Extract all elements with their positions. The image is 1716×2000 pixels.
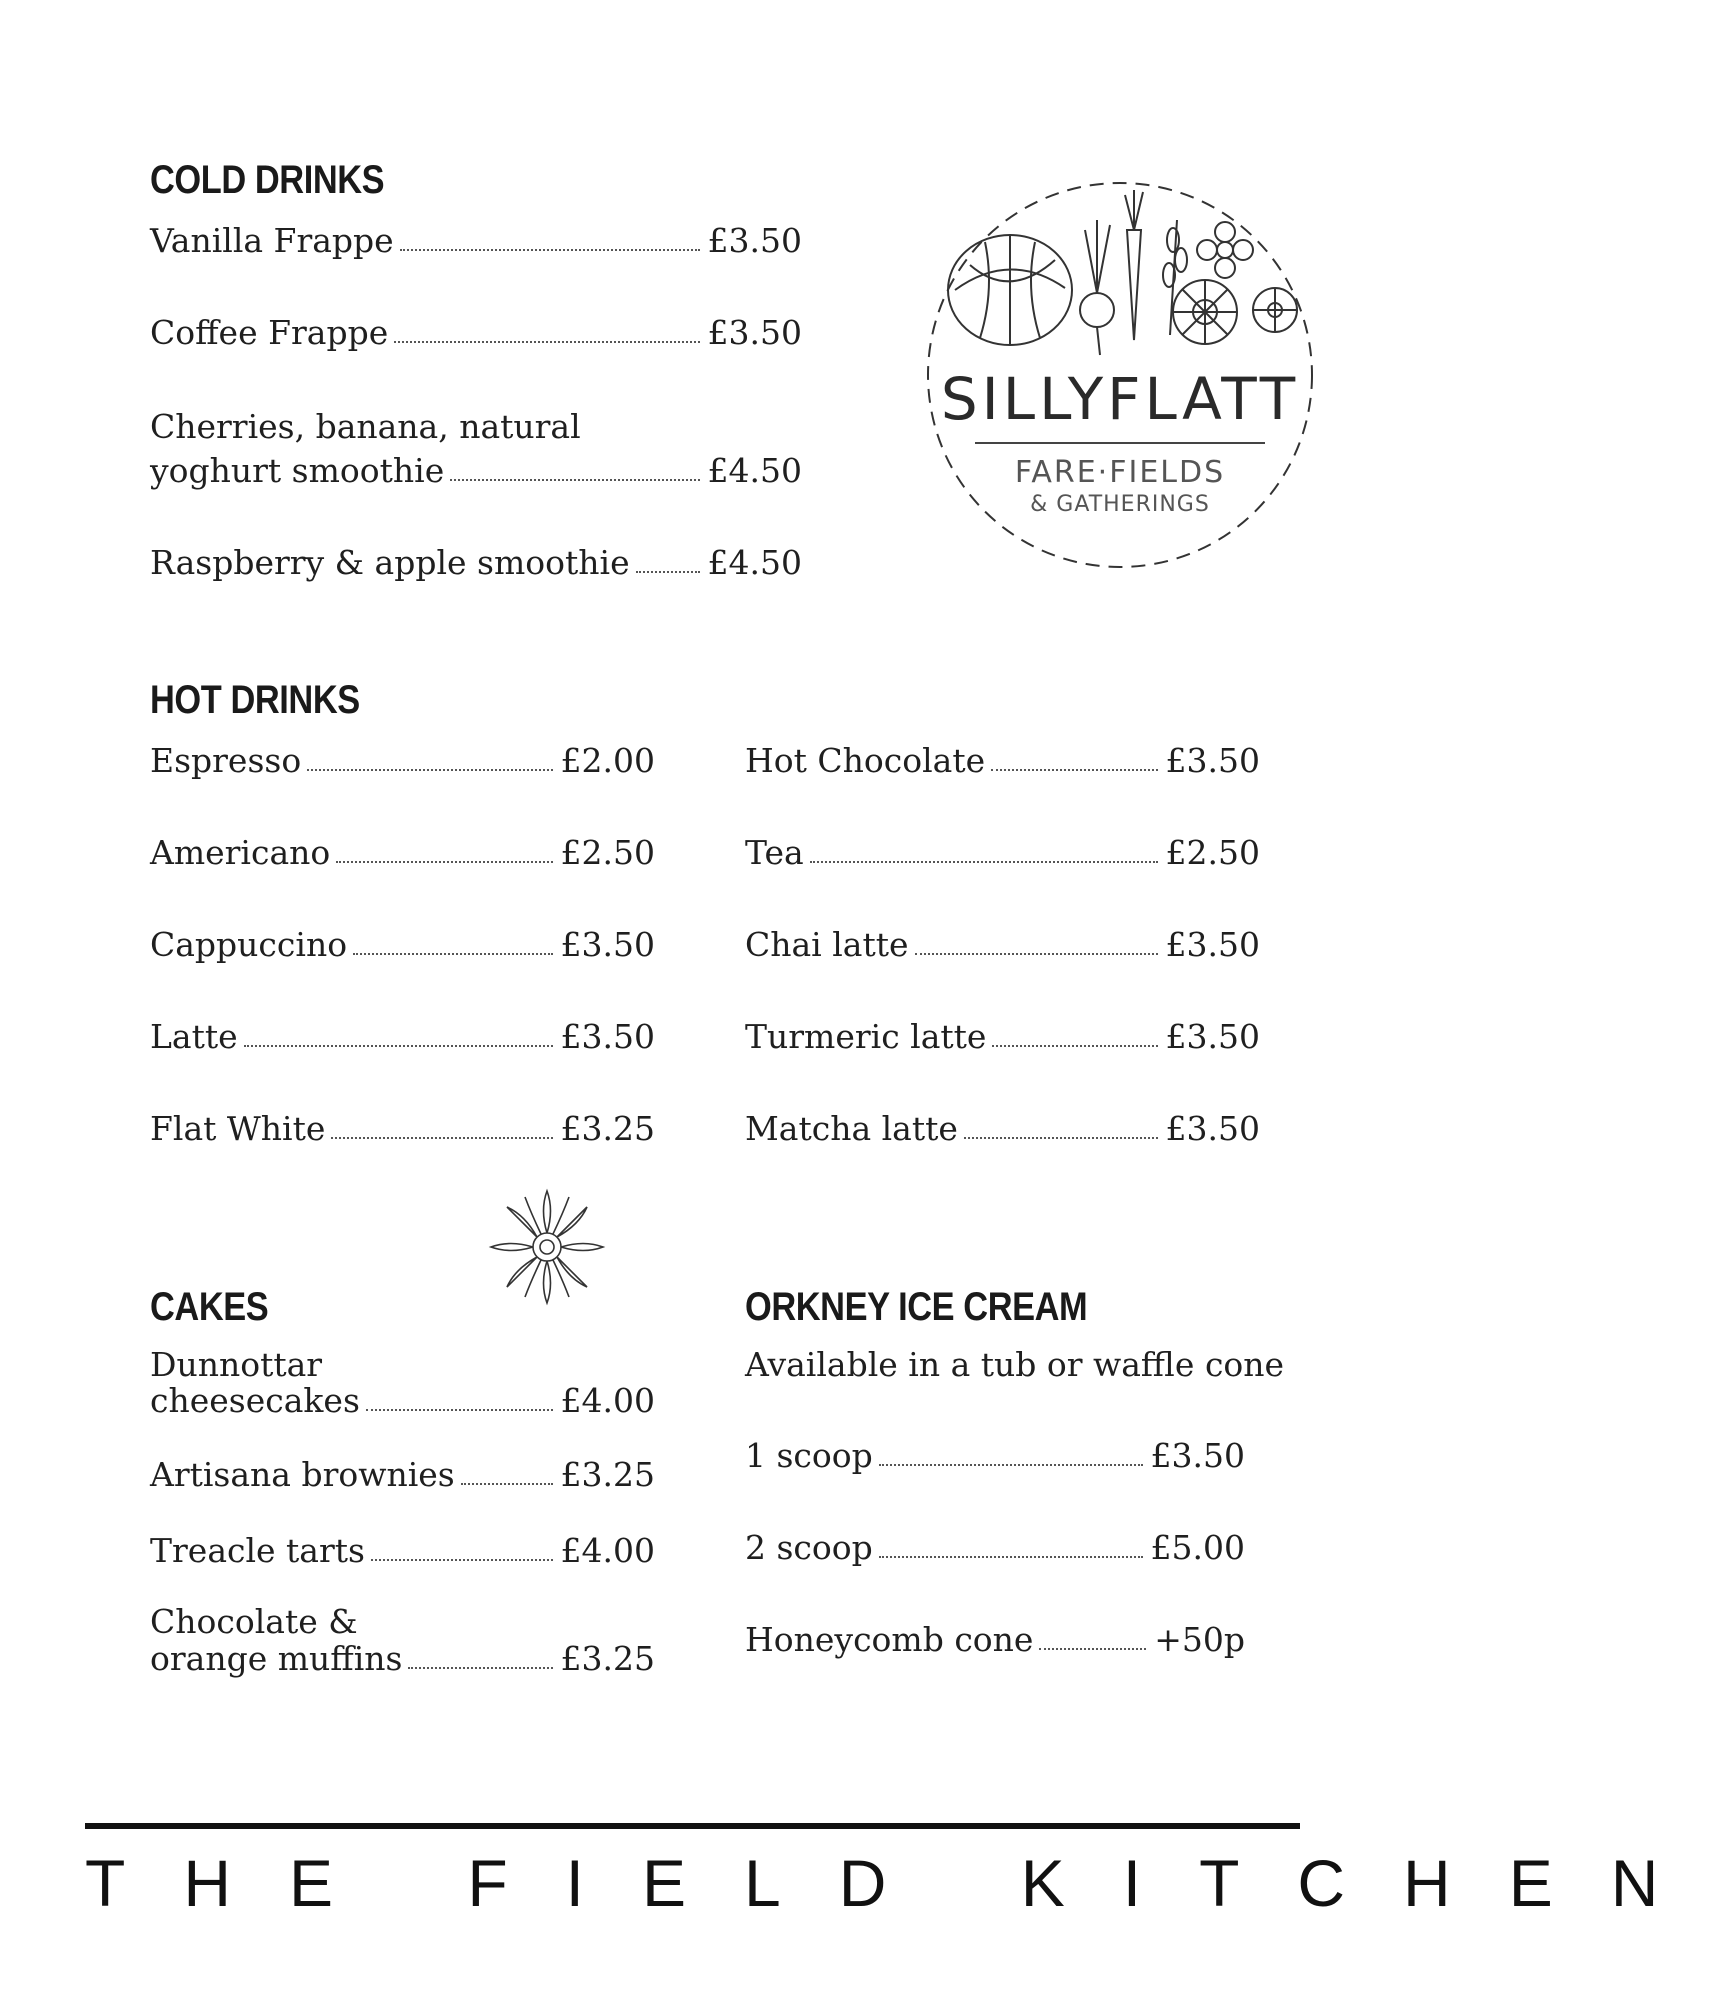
leader-dots — [307, 768, 552, 771]
leader-dots — [879, 1463, 1143, 1466]
menu-item — [150, 1456, 655, 1494]
ice-cream-note: Available in a tub or waffle cone — [745, 1345, 1285, 1384]
leader-dots — [461, 1482, 553, 1485]
cakes-heading: CAKES — [150, 1285, 269, 1329]
leader-dots — [371, 1558, 553, 1561]
carrot-icon — [1125, 190, 1143, 340]
footer-title: THE FIELD KITCHEN — [85, 1846, 1716, 1920]
item-price: £3.50 — [1165, 741, 1260, 780]
menu-item — [745, 1018, 1260, 1056]
item-price: £3.50 — [1165, 1017, 1260, 1056]
item-name: Tea — [745, 833, 804, 872]
menu-item — [150, 1532, 655, 1570]
item-price: £3.50 — [1150, 1436, 1245, 1475]
item-name-line2: yoghurt smoothie — [150, 451, 445, 490]
leader-dots — [992, 1044, 1157, 1047]
menu-item — [745, 926, 1260, 964]
leader-dots — [336, 860, 552, 863]
leader-dots — [964, 1136, 1158, 1139]
item-name: Matcha latte — [745, 1109, 958, 1148]
leader-dots — [366, 1408, 553, 1411]
item-name-line1: Dunnottar — [150, 1345, 323, 1384]
cold-drinks-heading: COLD DRINKS — [150, 158, 385, 202]
item-price: £4.50 — [707, 543, 802, 582]
item-name: Coffee Frappe — [150, 313, 389, 352]
item-price: £3.50 — [560, 1017, 655, 1056]
leader-dots — [636, 570, 700, 573]
menu-item — [150, 452, 802, 490]
logo-subtitle-2: & GATHERINGS — [1030, 492, 1210, 517]
item-price: £4.50 — [707, 451, 802, 490]
ice-cream-heading: ORKNEY ICE CREAM — [745, 1285, 1088, 1329]
leader-dots — [394, 340, 699, 343]
item-price: £3.25 — [560, 1455, 655, 1494]
item-name: Honeycomb cone — [745, 1620, 1034, 1659]
item-name-line1: Cherries, banana, natural — [150, 407, 581, 446]
menu-item — [745, 834, 1260, 872]
flower-icon — [1197, 222, 1253, 278]
item-name: Latte — [150, 1017, 238, 1056]
item-name: 2 scoop — [745, 1528, 873, 1567]
leader-dots — [1039, 1647, 1146, 1650]
item-name-line2: cheesecakes — [150, 1381, 360, 1420]
item-price: £3.50 — [707, 221, 802, 260]
menu-item — [150, 544, 802, 582]
menu-item — [150, 314, 802, 352]
flower-icon — [1253, 288, 1297, 332]
daisy-icon — [485, 1185, 610, 1310]
item-name: Americano — [150, 833, 331, 872]
menu-item — [150, 222, 802, 260]
footer-divider — [85, 1823, 1300, 1829]
menu-item — [745, 742, 1260, 780]
item-name: Flat White — [150, 1109, 326, 1148]
daisy-illustration — [485, 1185, 610, 1310]
leader-dots — [879, 1555, 1143, 1558]
item-price: £3.25 — [560, 1639, 655, 1678]
beet-icon — [1080, 220, 1114, 355]
item-name-line1: Chocolate & — [150, 1602, 358, 1641]
leader-dots — [244, 1044, 553, 1047]
menu-item — [150, 1110, 655, 1148]
item-price: £3.50 — [707, 313, 802, 352]
leader-dots — [353, 952, 552, 955]
item-name: Treacle tarts — [150, 1531, 365, 1570]
item-name: Vanilla Frappe — [150, 221, 394, 260]
item-name: Chai latte — [745, 925, 909, 964]
item-price: £2.50 — [1165, 833, 1260, 872]
logo-title: SILLYFLATT — [940, 365, 1300, 433]
item-price: £3.50 — [1165, 1109, 1260, 1148]
leader-dots — [400, 248, 700, 251]
item-price: £2.00 — [560, 741, 655, 780]
wheat-icon — [1163, 220, 1187, 335]
item-name: Hot Chocolate — [745, 741, 986, 780]
leader-dots — [408, 1666, 552, 1669]
menu-item — [150, 1640, 655, 1678]
item-name: Turmeric latte — [745, 1017, 987, 1056]
sillyflatt-logo — [915, 170, 1325, 580]
item-price: £3.50 — [1165, 925, 1260, 964]
item-price: £2.50 — [560, 833, 655, 872]
item-price: £3.25 — [560, 1109, 655, 1148]
menu-item — [745, 1529, 1245, 1567]
menu-item — [150, 742, 655, 780]
item-price: £5.00 — [1150, 1528, 1245, 1567]
menu-item — [745, 1621, 1245, 1659]
item-price: £3.50 — [560, 925, 655, 964]
daisy-icon — [1173, 280, 1237, 344]
menu-item — [150, 1018, 655, 1056]
item-name: Artisana brownies — [150, 1455, 455, 1494]
item-name: Espresso — [150, 741, 302, 780]
item-name: Cappuccino — [150, 925, 348, 964]
item-name: Raspberry & apple smoothie — [150, 543, 630, 582]
item-price: £4.00 — [560, 1531, 655, 1570]
menu-item — [745, 1110, 1260, 1148]
leader-dots — [991, 768, 1157, 771]
hot-drinks-heading: HOT DRINKS — [150, 678, 360, 722]
leader-dots — [810, 860, 1158, 863]
menu-item — [150, 1382, 655, 1420]
leader-dots — [450, 478, 699, 481]
menu-item — [150, 926, 655, 964]
item-price: £4.00 — [560, 1381, 655, 1420]
leader-dots — [915, 952, 1158, 955]
logo-divider — [975, 442, 1265, 444]
logo-subtitle: FARE·FIELDS — [1014, 455, 1226, 490]
item-name: 1 scoop — [745, 1436, 873, 1475]
item-price: +50p — [1154, 1620, 1245, 1659]
cabbage-icon — [948, 235, 1072, 345]
leader-dots — [331, 1136, 552, 1139]
menu-item — [150, 834, 655, 872]
menu-item — [745, 1437, 1245, 1475]
item-name-line2: orange muffins — [150, 1639, 403, 1678]
